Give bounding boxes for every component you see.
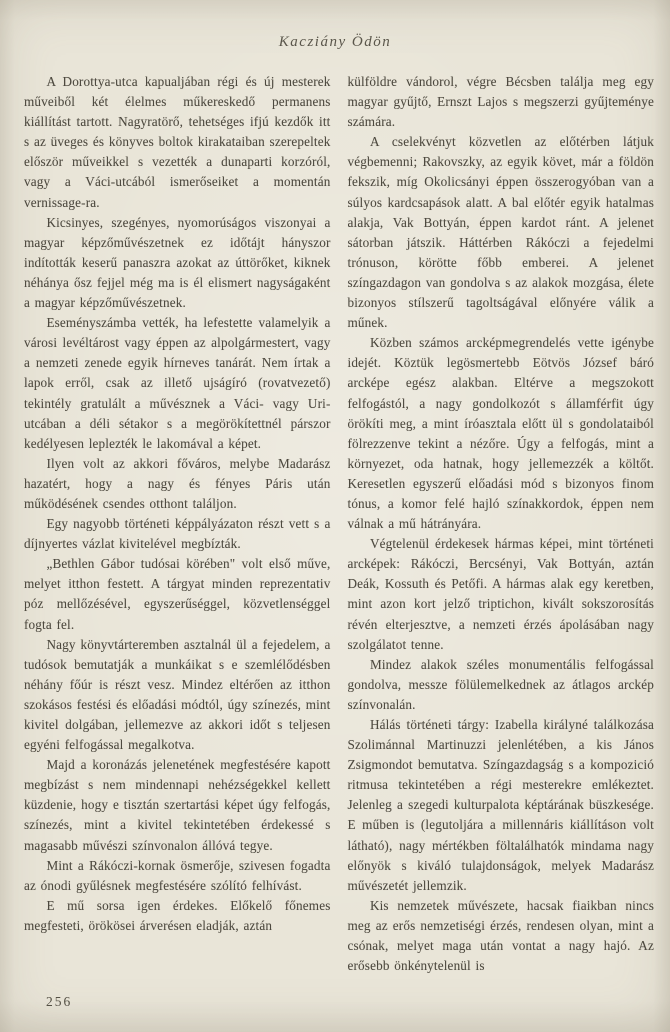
paragraph: Kicsinyes, szegényes, nyomorúságos viszonyai a magyar képzőművészetnek ez időtájt hányszor indították keserű panaszra azokat az úttörőket, kiknek néhánya ősz fejjel még ma is él elismert nagyságaként a magyar képzőművészetnek. — [24, 214, 331, 311]
page-number: 256 — [46, 994, 73, 1009]
running-header: Kacziány Ödön — [278, 34, 392, 50]
paragraph: Mindez alakok széles monumentális felfogással gondolva, messze fölülemelkednek az átlagos arckép színvonalán. — [347, 656, 654, 712]
paragraph: Hálás történeti tárgy: Izabella királyné találkozása Szolimánnal Martinuzzi jelenlétében, a kis János Zsigmondot bemutatva. Színgazdagság s a kompozició ritmusa tekintetében a régi mesterekre emlékeztet. Jelenleg a szegedi kulturpalota képtárának büszkesége. E műben is (legutoljára a millennáris kiállításon volt látható), nagy mértékben föltalálhatók mindama nagy előnyök s kiváló tulajdonságok, melyek Madarász művészetét jellemzik. — [347, 717, 654, 893]
text-columns — [24, 72, 654, 976]
paragraph: Nagy könyvtárteremben asztalnál ül a fejedelem, a tudósok bemutatják a munkáikat s e szemlélődésben néhány főúr is részt vesz. Mindez eltérően az itthon szokásos festési és előadási módtól, úgy színezés, mint kivitel dolgában, jellemezve az akkori időt s teljesen egyéni felfogással megalkotva. — [24, 636, 331, 753]
paragraph: Kis nemzetek művészete, hacsak fiaikban nincs meg az erős nemzetiségi érzés, rendesen olyan, mint a csónak, melyet maga után vontat a nagy hajó. Az erősebb önkénytelenül is — [347, 897, 654, 974]
paragraph: Ilyen volt az akkori főváros, melybe Madarász hazatért, hogy a nagy és fényes Páris után működésének csendes otthont találjon. — [24, 455, 331, 511]
paragraph: A Dorottya-utca kapualjában régi és új mesterek műveiből két élelmes műkereskedő permanens kiállítást tartott. Nagyratörő, tehetséges ifjú kezdők itt s az üveges és könyves boltok kirakataiban szerepeltek először műveikkel s vezették a dunaparti korzóról, vagy a Váci-utcából ismerőseiket a momentán vernissage-ra. — [24, 74, 331, 210]
paragraph: E mű sorsa igen érdekes. Előkelő főnemes megfesteti, örökösei árverésen eladják, aztán — [24, 897, 331, 933]
paragraph: „Bethlen Gábor tudósai körében" volt első műve, melyet itthon festett. A tárgyat minden reprezentativ póz mellőzésével, egyszerűséggel, közvetlenséggel fogta fel. — [24, 556, 331, 632]
paragraph: Egy nagyobb történeti képpályázaton részt vett s a díjnyertes vázlat kivitelével megbízták. — [24, 516, 331, 552]
paragraph: Majd a koronázás jelenetének megfestésére kapott megbízást s nem mindennapi nehézségekkel kellett küzdenie, hogy e tisztán szertartási képet úgy felfogás, színezés, mint a kivitel tekintetében érdekessé s magasabb művészi színvonalon állóvá tegye. — [24, 757, 331, 853]
right-column — [348, 72, 655, 976]
left-column — [24, 72, 331, 976]
paragraph: külföldre vándorol, végre Bécsben találja meg egy magyar gyűjtő, Ernszt Lajos s megszerzi gyűjteménye számára. — [347, 74, 654, 130]
paragraph: Mint a Rákóczi-kornak ösmerője, szivesen fogadta az ónodi gyűlésnek megfestésére szólító felhívást. — [24, 857, 331, 893]
paragraph: Eseményszámba vették, ha lefestette valamelyik a városi levéltárost vagy éppen az alpolgármestert, vagy a nemzeti zenede egyik hírneves tanárát. Nem írtak a lapok erről, csak az illető ujságíró (rovatvezető) tekintély gratulált a művésznek a Váci- vagy Uri-utcában a déli sétakor s a megörökítettnél párszor kedélyesen leplezték le lakomával a képet. — [24, 315, 331, 451]
paragraph: Közben számos arcképmegrendelés vette igénybe idejét. Köztük legösmertebb Eötvös József báró arcképe egész alakban. Eltérve a megszokott felfogástól, a nagy gondolkozót s államférfit úgy örökíti meg, a mint íróasztala előtt ül s gondolataiból fölrezzenve tekint a nézőre. Úgy a felfogás, mint a környezet, oda hatnak, hogy jellemezzék a költőt. Keresetlen egyszerű előadási mód s bizonyos finom tónus, a komor felé hajló színakkordok, éppen nem válnak a mű hátrányára. — [347, 335, 654, 532]
paragraph: A cselekvényt közvetlen az előtérben látjuk végbemenni; Rakovszky, az egyik követ, már a földön fekszik, míg Okolicsányi éppen összerogyóban van a súlyos kardcsapások alatt. A bal előtér egyik hatalmas alakja, Vak Bottyán, éppen kardot ránt. A jelenet sátorban játszik. Háttérben Rákóczi a fejedelmi trónuson, körötte főbb emberei. A jelenet színgazdagon van gondolva s az alakok mozgása, élete bizonyos stílszerű tagoltságával előnyére válik a műnek. — [347, 134, 654, 331]
paragraph: Végtelenül érdekesek hármas képei, mint történeti arcképek: Rákóczi, Bercsényi, Vak Bottyán, aztán Deák, Kossuth és Petőfi. A hármas alak egy keretben, mint azon kort jelző triptichon, kivált sokszorosítás révén elterjesztve, a nemzeti érzés ápolásában nagy szolgálatot tenne. — [347, 536, 654, 652]
